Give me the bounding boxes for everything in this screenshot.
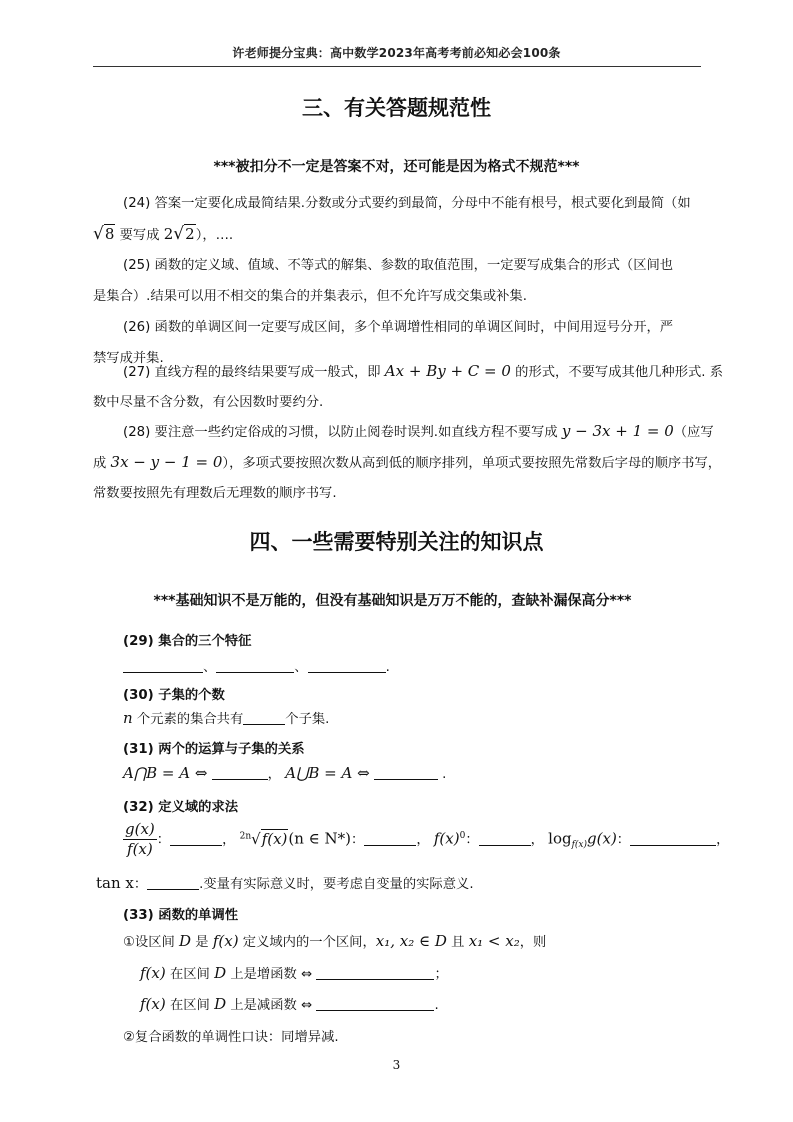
item-26-line2: 禁写成并集. — [93, 351, 164, 366]
item-28 — [93, 416, 722, 509]
section4-title: 四、一些需要特别关注的知识点 — [249, 530, 544, 554]
item-33-increasing: f(x) 在区间 D 上是增函数 ⇔ ； — [140, 964, 448, 982]
item-28-line3: 常数要按照先有理数后无理数的顺序书写. — [93, 486, 337, 501]
item-33-decreasing: f(x) 在区间 D 上是减函数 ⇔ . — [140, 995, 439, 1013]
item-24-line1: (24) 答案一定要化成最简结果.分数或分式要约到最简，分母中不能有根号，根式要化到最简（如 — [123, 196, 691, 211]
item-31-head: (31) 两个的运算与子集的关系 — [123, 742, 305, 757]
item-28-line1: (28) 要注意一些约定俗成的习惯，以防止阅卷时误判.如直线方程不要写成 y − 3x + 1 = 0（应写 — [123, 422, 714, 440]
page-number: 3 — [392, 1058, 401, 1072]
blank[interactable] — [216, 658, 294, 673]
blank[interactable] — [316, 996, 434, 1011]
item-25-line1: (25) 函数的定义域、值域、不等式的解集、参数的取值范围，一定要写成集合的形式（区间也 — [123, 258, 674, 273]
section4-motto: ***基础知识不是万能的，但没有基础知识是万万不能的，查缺补漏保高分*** — [153, 593, 632, 609]
item-32-tan: tan x： .变量有实际意义时，要考虑自变量的实际意义. — [96, 874, 474, 892]
blank[interactable] — [374, 765, 438, 780]
item-29-blanks: 、 、 . — [123, 656, 390, 675]
item-25 — [93, 250, 701, 312]
section3-title: 三、有关答题规范性 — [302, 96, 491, 120]
blank[interactable] — [308, 658, 386, 673]
item-31-body: A⋂B = A ⇔ ， A⋃B = A ⇔ . — [123, 764, 447, 782]
item-33-head: (33) 函数的单调性 — [123, 908, 239, 923]
item-28-line2: 成 3x − y − 1 = 0），多项式要按照次数从高到低的顺序排列，单项式要按照先常数后字母的顺序书写， — [93, 453, 722, 471]
item-33-def: ①设区间 D 是 f(x) 定义域内的一个区间，x₁, x₂ ∈ D 且 x₁ < x₂，则 — [123, 932, 547, 950]
item-24-line2: √8 要写成 2√2），…. — [93, 219, 701, 250]
blank[interactable] — [243, 710, 285, 725]
sqrt-8: √8 — [93, 224, 115, 244]
item-30-body: n 个元素的集合共有 个子集. — [123, 709, 330, 727]
item-27-line2: 数中尽量不含分数，有公因数时要约分. — [93, 395, 324, 410]
fraction-g-over-f: $\frac{g(x)}{f(x)}$ — [125, 820, 155, 858]
blank[interactable] — [630, 831, 716, 846]
item-26-line1: (26) 函数的单调区间一定要写成区间，多个单调增性相同的单调区间时，中间用逗号分开，严 — [123, 320, 674, 335]
item-29-head: (29) 集合的三个特征 — [123, 634, 252, 649]
item-30-head: (30) 子集的个数 — [123, 688, 225, 703]
blank[interactable] — [479, 831, 531, 846]
item-32-head: (32) 定义域的求法 — [123, 800, 239, 815]
blank[interactable] — [147, 875, 199, 890]
item-33-composite: ②复合函数的单调性口诀：同增异减. — [123, 1030, 339, 1045]
header-title: 许老师提分宝典：高中数学2023年高考考前必知必会100条 — [232, 46, 561, 60]
blank[interactable] — [316, 965, 434, 980]
header-rule — [93, 66, 701, 67]
item-25-line2: 是集合）.结果可以用不相交的集合的并集表示，但不允许写成交集或补集. — [93, 289, 527, 304]
blank[interactable] — [212, 765, 268, 780]
item-32-body: $\frac{g(x)}{f(x)}$ ： ， $^{2n}$√f(x)(n ∈ N*)： ， $f(x)^0$： ， $\log_{f(x)}g(x)$： ， — [125, 820, 730, 858]
blank[interactable] — [364, 831, 416, 846]
blank[interactable] — [123, 658, 203, 673]
even-root: $^{2n}$√f(x) — [239, 829, 288, 848]
sqrt-2: √2 — [173, 224, 195, 244]
item-24 — [93, 188, 701, 250]
item-27-line1: (27) 直线方程的最终结果要写成一般式，即 Ax + By + C = 0 的形式，不要写成其他几种形式. 系 — [123, 362, 724, 380]
blank[interactable] — [170, 831, 222, 846]
section3-motto: ***被扣分不一定是答案不对，还可能是因为格式不规范*** — [213, 159, 580, 175]
